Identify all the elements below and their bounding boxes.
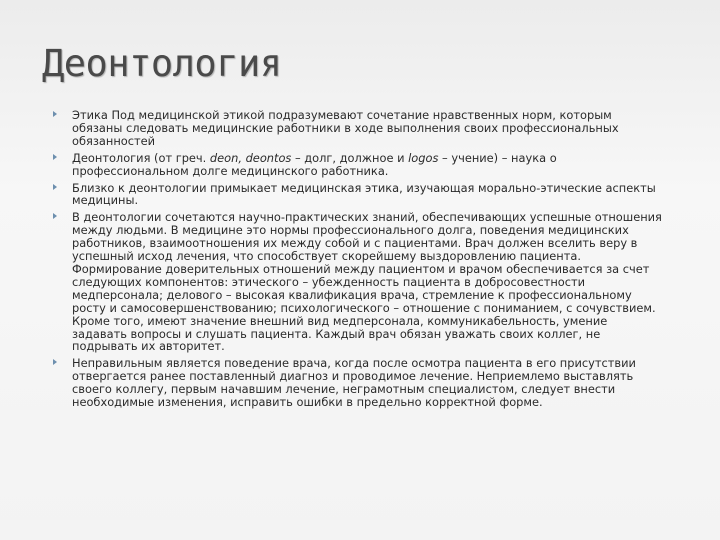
- bullet-text-part: – долг, должное и: [291, 150, 409, 165]
- bullet-text: В деонтологии сочетаются научно-практических знаний, обеспечивающих успешные отношения между людьми. В медицине это нормы профессионального долга, поведения медицинских работников, взаимоотношения их между собой и с пациентами. Врач должен вселить веру в успешный исход лечения, что способствует скорейшему выздоровлению пациента. Формирование доверительных отношений между пациентом и врачом обеспечивается за счет следующих компонентов: этического – убежденность пациента в добросовестности медперсонала; делового – высокая квалификация врача, стремление к профессиональному росту и самосовершенствованию; психологического – отношение с пониманием, с сочувствием. Кроме того, имеют значение внешний вид медперсонала, коммуникабельность, умение задавать вопросы и слушать пациента. Каждый врач обязан уважать своих коллег, не подрывать их авторитет.: [72, 210, 662, 354]
- bullet-item-ethics: [52, 109, 664, 148]
- greek-term-logos: logos: [408, 150, 439, 165]
- triangle-bullet-icon: [53, 184, 57, 190]
- bullet-text: Неправильным является поведение врача, когда после осмотра пациента в его присутствии отвергается ранее поставленный диагноз и проводимое лечение. Неприемлемо выставлять своего коллегу, первым начавшим лечение, неграмотным специалистом, следует внести необходимые изменения, исправить ошибки в предельно корректной форме.: [72, 356, 636, 410]
- bullet-list: [52, 109, 664, 409]
- bullet-text-part: – учение) – наука о профессиональном долге медицинского работника.: [72, 150, 557, 178]
- greek-term-deon: deon, deontos: [209, 150, 292, 165]
- bullet-text-part: Деонтология (от греч.: [72, 150, 210, 165]
- bullet-item-trust-components: [52, 211, 664, 353]
- bullet-text: Этика Под медицинской этикой подразумевают сочетание нравственных норм, которым обязаны следовать медицинские работники в ходе выполнения своих профессиональных обязанностей: [72, 108, 619, 148]
- slide-title: Деонтология: [42, 42, 282, 85]
- triangle-bullet-icon: [53, 154, 57, 160]
- triangle-bullet-icon: [53, 111, 57, 117]
- bullet-item-improper-behavior: [52, 357, 664, 409]
- bullet-text: Близко к деонтологии примыкает медицинская этика, изучающая морально-этические аспекты медицины.: [72, 180, 656, 208]
- triangle-bullet-icon: [53, 359, 57, 365]
- bullet-item-medical-ethics: [52, 182, 664, 208]
- triangle-bullet-icon: [53, 213, 57, 219]
- bullet-item-deontology-definition: [52, 152, 664, 178]
